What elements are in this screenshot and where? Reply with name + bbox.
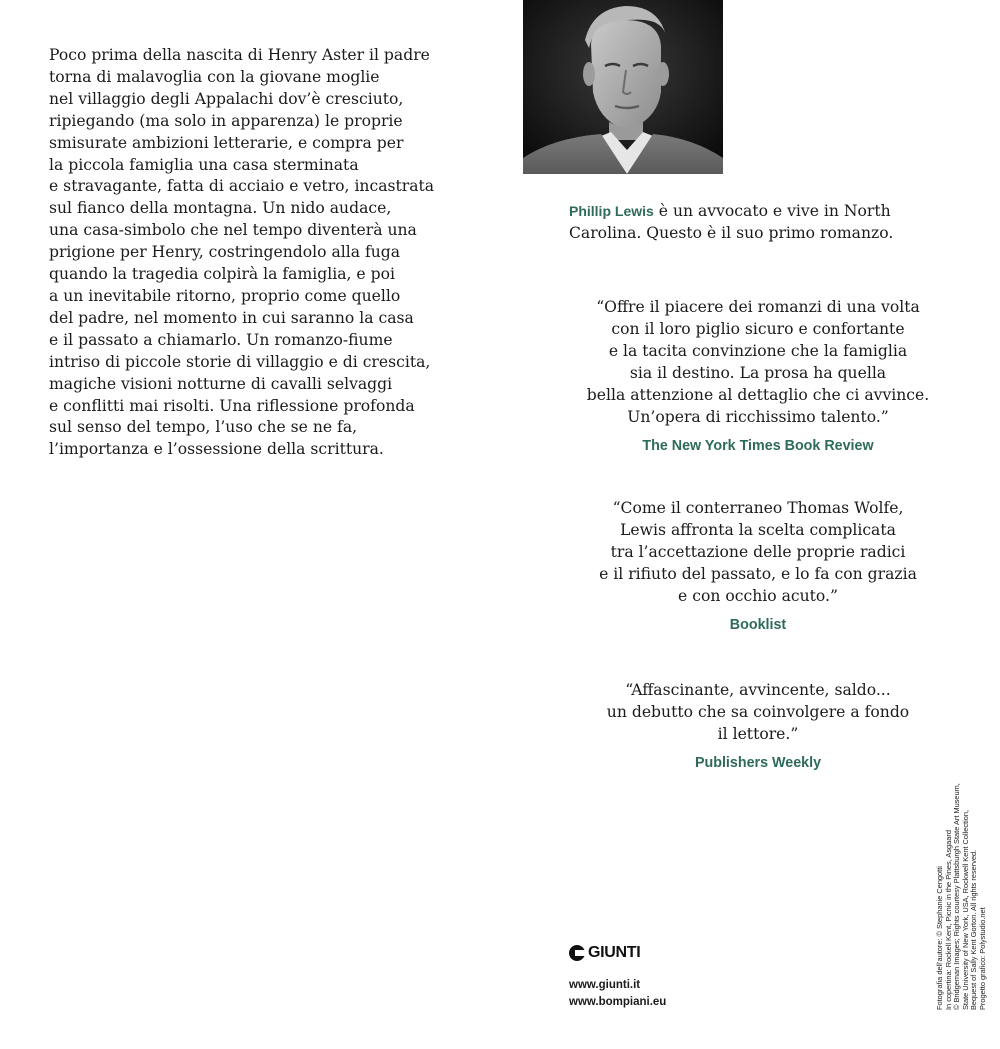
publisher-urls — [569, 977, 666, 1010]
quote-source: The New York Times Book Review — [642, 438, 874, 454]
synopsis-line: ripiegando (ma solo in apparenza) le proprie — [49, 111, 403, 130]
synopsis-line: torna di malavoglia con la giovane moglie — [49, 67, 380, 86]
quote-line: bella attenzione al dettaglio che ci avvince. — [586, 386, 930, 404]
review-quote-booklist — [548, 497, 968, 636]
credit-line: Bequest of Sally Kent Gorton. All rights reserved. — [969, 849, 979, 1010]
synopsis-text — [49, 45, 439, 461]
synopsis-line: e stravagante, fatta di acciaio e vetro, incastrata — [49, 177, 435, 196]
credit-line: In copertina: Rockell Kent, Picnic in the Pines, Asgaard — [943, 830, 953, 1010]
author-portrait-icon — [523, 0, 723, 174]
quote-line: sia il destino. La prosa ha quella — [629, 364, 887, 382]
publisher-logo-text: GIUNTI — [588, 944, 641, 961]
quote-source: Publishers Weekly — [694, 755, 822, 771]
review-quote-publishers-weekly — [548, 679, 968, 774]
synopsis-line: la piccola famiglia una casa sterminata — [49, 155, 359, 174]
publisher-url: www.bompiani.eu — [569, 995, 667, 1008]
synopsis-line: sul senso del tempo, l’uso che se ne fa, — [49, 418, 358, 437]
quote-line: con il loro piglio sicuro e confortante — [611, 320, 905, 338]
quote-line: “Offre il piacere dei romanzi di una volta — [596, 298, 920, 316]
publisher-url: www.giunti.it — [569, 979, 641, 991]
author-bio — [569, 200, 929, 244]
credit-line: State University of New York, USA, Rockwell Kent Collection, — [960, 809, 970, 1010]
synopsis-line: nel villaggio degli Appalachi dov’è cresciuto, — [49, 89, 404, 108]
quote-line: tra l’accettazione delle proprie radici — [610, 543, 906, 561]
synopsis-line: e conflitti mai risolti. Una riflessione profonda — [49, 396, 415, 415]
synopsis-line: l’importanza e l’ossessione della scrittura. — [49, 440, 384, 459]
credit-line: © Bridgeman Images; Rights courtesy Plattsburgh State Art Museum, — [952, 783, 962, 1010]
synopsis-line: del padre, nel momento in cui saranno la casa — [49, 308, 414, 327]
synopsis-line: Poco prima della nascita di Henry Aster il padre — [49, 46, 430, 64]
synopsis-line: prigione per Henry, costringendolo alla fuga — [49, 243, 401, 262]
quote-line: un debutto che sa coinvolgere a fondo — [606, 703, 910, 721]
author-bio-text: è un avvocato e vive in North — [653, 202, 891, 220]
synopsis-line: quando la tragedia colpirà la famiglia, e poi — [49, 265, 395, 284]
quote-source: Booklist — [729, 617, 787, 633]
synopsis-line: sul fianco della montagna. Un nido audace, — [49, 199, 392, 218]
credit-line: Progetto grafico: Polystudio.net — [977, 907, 987, 1010]
author-name: Phillip Lewis — [569, 203, 654, 219]
image-credits — [936, 783, 988, 1010]
credit-line: Fotografia dell’autore: © Stephanie Cengotti — [935, 866, 944, 1010]
author-bio-line-2: Carolina. Questo è il suo primo romanzo. — [569, 224, 894, 242]
author-bio-line-1 — [569, 200, 929, 222]
quote-line: “Affascinante, avvincente, saldo... — [625, 681, 891, 699]
synopsis-line: magiche visioni notturne di cavalli selvaggi — [49, 374, 393, 393]
review-quote-nyt — [548, 296, 968, 457]
synopsis-line: smisurate ambizioni letterarie, e compra per — [49, 133, 404, 152]
quote-line: Lewis affronta la scelta complicata — [620, 521, 896, 539]
synopsis-line: una casa-simbolo che nel tempo diventerà una — [49, 221, 417, 240]
publisher-logo — [569, 943, 640, 963]
author-photo — [523, 0, 723, 174]
giunti-logo-icon — [569, 945, 585, 961]
quote-line: e il rifiuto del passato, e lo fa con grazia — [599, 565, 917, 583]
synopsis-line: intriso di piccole storie di villaggio e di crescita, — [49, 352, 431, 371]
quote-line: e la tacita convinzione che la famiglia — [608, 342, 908, 360]
synopsis-line: a un inevitabile ritorno, proprio come quello — [49, 286, 401, 305]
quote-line: e con occhio acuto.” — [678, 587, 838, 605]
synopsis-line: e il passato a chiamarlo. Un romanzo-fiume — [49, 330, 393, 349]
quote-line: “Come il conterraneo Thomas Wolfe, — [612, 499, 904, 517]
quote-line: il lettore.” — [717, 725, 799, 743]
quote-line: Un’opera di ricchissimo talento.” — [627, 408, 889, 426]
